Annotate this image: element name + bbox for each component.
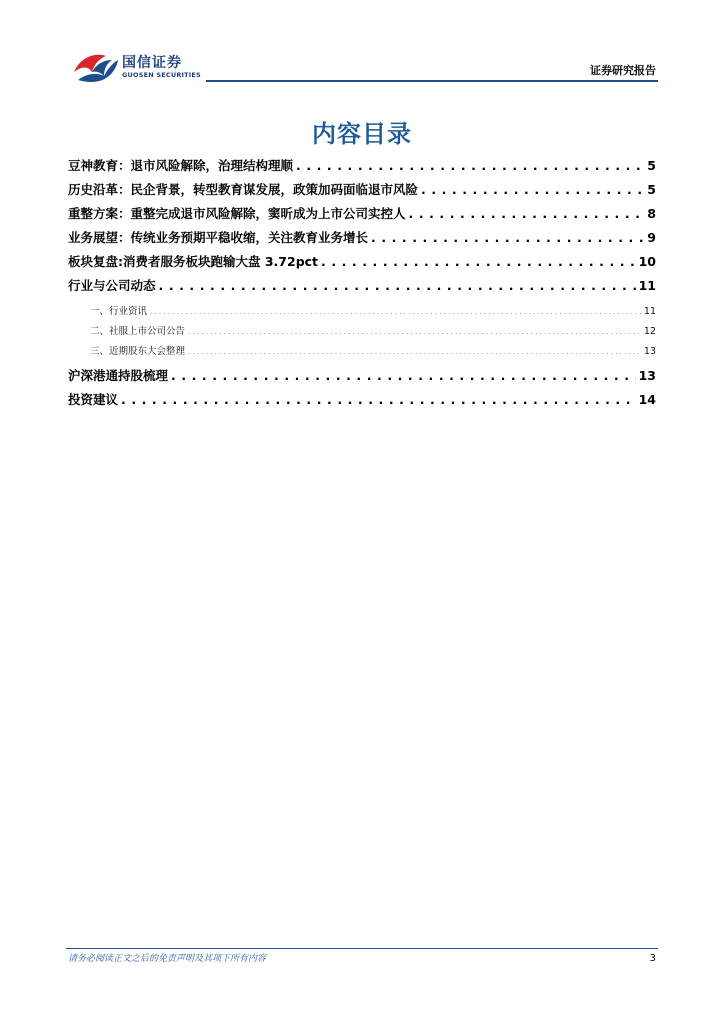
header-divider: [206, 80, 658, 82]
toc-entry-stock-connect-holdings[interactable]: [68, 366, 656, 386]
report-type-label: 证券研究报告: [590, 64, 656, 77]
toc-entry-label: 重整方案：重整完成退市风险解除，窦昕成为上市公司实控人: [68, 206, 406, 221]
toc-dot-leader: [159, 278, 636, 293]
toc-entry-page: 5: [647, 182, 656, 197]
logo-chinese-name: 国信证券: [122, 55, 182, 71]
toc-entry-page: 5: [647, 158, 656, 173]
toc-dot-leader: [121, 392, 636, 407]
guosen-logo-mark-icon: [70, 50, 120, 84]
footer-disclaimer: 请务必阅读正文之后的免责声明及其项下所有内容: [68, 954, 267, 964]
guosen-logo: [70, 50, 200, 84]
page-number: 3: [649, 953, 656, 964]
toc-entry-doushen-education[interactable]: [68, 156, 656, 176]
toc-entry-page: 11: [638, 278, 656, 293]
toc-dot-leader: [188, 348, 641, 356]
toc-entry-label: 历史沿革：民企背景，转型教育谋发展，政策加码面临退市风险: [68, 182, 419, 197]
toc-entry-page: 13: [638, 368, 656, 383]
toc-subentry-shareholder-meetings[interactable]: [90, 343, 656, 357]
toc-entry-label: 行业与公司动态: [68, 278, 156, 293]
toc-entry-page: 13: [643, 346, 656, 357]
logo-english-name: GUOSEN SECURITIES: [122, 71, 201, 79]
toc-entry-page: 11: [643, 306, 656, 317]
toc-dot-leader: [421, 182, 644, 197]
toc-title: 内容目录: [312, 120, 412, 148]
toc-entry-label: 三、近期股东大会整理: [90, 346, 186, 357]
toc-entry-industry-news[interactable]: [68, 276, 656, 296]
toc-entry-page: 8: [647, 206, 656, 221]
toc-dot-leader: [150, 308, 641, 316]
toc-entry-page: 10: [638, 254, 656, 269]
toc-entry-page: 12: [643, 326, 656, 337]
toc-entry-business-outlook[interactable]: [68, 228, 656, 248]
toc-subentry-industry-info[interactable]: [90, 303, 656, 317]
page-header: [0, 0, 724, 90]
toc-dot-leader: [321, 254, 636, 269]
toc-entry-sector-review[interactable]: [68, 252, 656, 272]
toc-entry-history[interactable]: [68, 180, 656, 200]
toc-entry-investment-advice[interactable]: [68, 390, 656, 410]
toc-dot-leader: [296, 158, 644, 173]
toc-entry-label: 二、社服上市公司公告: [90, 326, 186, 337]
toc-entry-label: 投资建议: [68, 392, 119, 407]
toc-dot-leader: [188, 328, 641, 336]
toc-entry-label: 一、行业资讯: [90, 306, 148, 317]
toc-dot-leader: [409, 206, 645, 221]
toc-entry-page: 14: [638, 392, 656, 407]
toc-entry-label: 豆神教育：退市风险解除，治理结构理顺: [68, 158, 294, 173]
toc-entry-label: 沪深港通持股梳理: [68, 368, 169, 383]
toc-subentry-company-announcements[interactable]: [90, 323, 656, 337]
footer-divider: [66, 948, 658, 949]
toc-entry-label: 板块复盘:消费者服务板块跑输大盘 3.72pct: [68, 254, 319, 269]
toc-dot-leader: [371, 230, 644, 245]
toc-entry-page: 9: [647, 230, 656, 245]
toc-dot-leader: [171, 368, 636, 383]
toc-entry-restructuring-plan[interactable]: [68, 204, 656, 224]
toc-entry-label: 业务展望：传统业务预期平稳收缩，关注教育业务增长: [68, 230, 369, 245]
